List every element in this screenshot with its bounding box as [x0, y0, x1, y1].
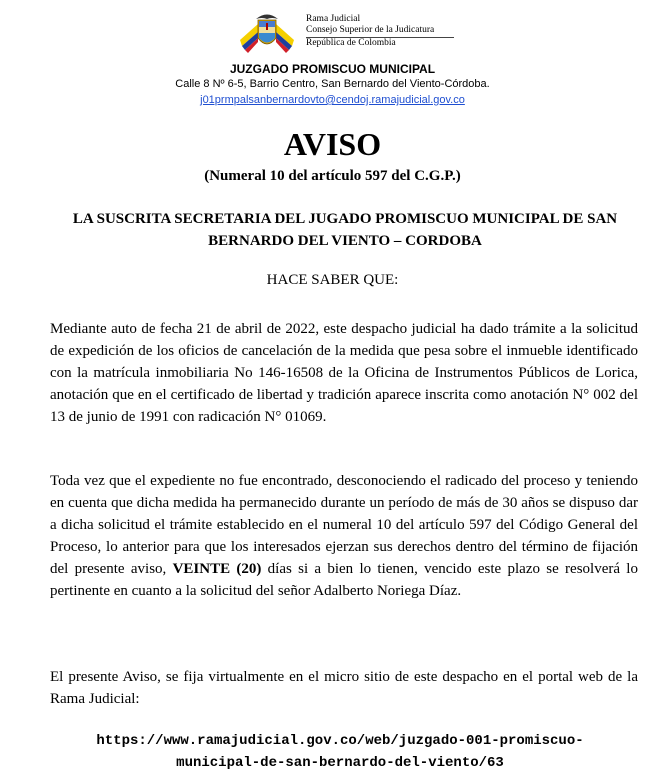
- portal-url-link[interactable]: [40, 730, 640, 774]
- court-email-link[interactable]: j01prmpalsanbernardovto@cendoj.ramajudicial.gov.co: [200, 94, 465, 106]
- paragraph-2-before: Toda vez que el expediente no fue encontrado, desconociendo el radicado del proceso y teniendo en cuenta que dicha medida ha permanecido durante un período de más de 30 años se dispuso dar a dicha solicitud el trámite establecido en el numeral 10 del artículo 597 del Código General del Proceso, lo anterior para que los interesados ejerzan sus derechos dentro del término de fijación del presente aviso,: [50, 473, 638, 577]
- institution-line-2: Consejo Superior de la Judicatura: [306, 25, 435, 35]
- court-name: JUZGADO PROMISCUO MUNICIPAL: [229, 62, 436, 76]
- institution-block: [306, 14, 454, 49]
- announcement-intro: HACE SABER QUE:: [266, 272, 399, 288]
- paragraph-3: El presente Aviso, se fija virtualmente en el micro sitio de este despacho en el portal web de la Rama Judicial:: [50, 669, 638, 707]
- court-address: Calle 8 Nº 6-5, Barrio Centro, San Bernardo del Viento-Córdoba.: [175, 78, 490, 90]
- document-subtitle: (Numeral 10 del artículo 597 del C.G.P.): [204, 168, 461, 184]
- paragraph-2-deadline: VEINTE (20): [172, 561, 262, 577]
- portal-url-line-1[interactable]: https://www.ramajudicial.gov.co/web/juzgado-001-promiscuo-: [96, 733, 584, 749]
- issuer-heading: [50, 208, 640, 252]
- paragraph-2: [50, 470, 638, 602]
- institution-line-3: República de Colombia: [306, 37, 454, 49]
- issuer-heading-line-1: LA SUSCRITA SECRETARIA DEL JUGADO PROMISCUO MUNICIPAL DE SAN: [72, 211, 618, 227]
- document-title: AVISO: [283, 126, 382, 162]
- issuer-heading-line-2: BERNARDO DEL VIENTO – CORDOBA: [208, 233, 482, 249]
- paragraph-2-after: días si a bien lo tienen, vencido este plazo se resolverá lo pertinente en cuanto a la solicitud del señor Adalberto Noriega Díaz.: [50, 561, 638, 599]
- institution-line-1: Rama Judicial: [306, 14, 361, 24]
- paragraph-1: Mediante auto de fecha 21 de abril de 2022, este despacho judicial ha dado trámite a la solicitud de expedición de los oficios de cancelación de la medida que pesa sobre el inmueble identificado con la matrícula inmobiliaria No 146-16508 de la Oficina de Instrumentos Públicos de Lorica, anotación que en el certificado de libertad y tradición aparece inscrita como anotación N° 002 del 13 de junio de 1991 con radicación N° 01069.: [50, 321, 638, 425]
- coat-of-arms-logo: [236, 10, 298, 58]
- portal-url-line-2[interactable]: municipal-de-san-bernardo-del-viento/63: [176, 755, 504, 771]
